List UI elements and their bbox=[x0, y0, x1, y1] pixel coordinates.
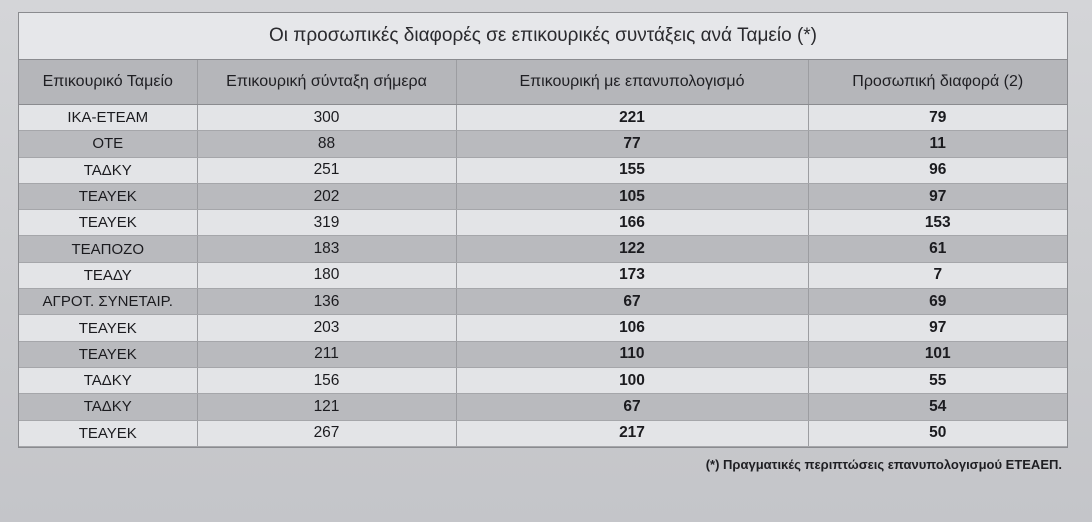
table-row bbox=[19, 236, 1067, 262]
pension-table-box bbox=[18, 12, 1068, 448]
cell-fund: ΑΓΡΟΤ. ΣΥΝΕΤΑΙΡ. bbox=[19, 289, 197, 315]
table-row bbox=[19, 105, 1067, 131]
cell-personal-difference: 97 bbox=[808, 315, 1067, 341]
column-header-personal-difference: Προσωπική διαφορά (2) bbox=[808, 60, 1067, 105]
cell-personal-difference: 69 bbox=[808, 289, 1067, 315]
cell-fund: ΤΕΑΥΕΚ bbox=[19, 315, 197, 341]
pension-table bbox=[19, 60, 1067, 447]
table-row bbox=[19, 289, 1067, 315]
cell-pension-recalc: 67 bbox=[456, 394, 808, 420]
cell-personal-difference: 50 bbox=[808, 420, 1067, 446]
table-row bbox=[19, 157, 1067, 183]
cell-pension-recalc: 77 bbox=[456, 131, 808, 157]
cell-personal-difference: 79 bbox=[808, 105, 1067, 131]
cell-personal-difference: 55 bbox=[808, 367, 1067, 393]
cell-fund: ΤΑΔΚΥ bbox=[19, 394, 197, 420]
cell-fund: ΤΕΑΔΥ bbox=[19, 262, 197, 288]
footnote: (*) Πραγματικές περιπτώσεις επανυπολογισμού ΕΤΕΑΕΠ. bbox=[705, 457, 1062, 472]
table-row bbox=[19, 367, 1067, 393]
cell-pension-recalc: 106 bbox=[456, 315, 808, 341]
table-row bbox=[19, 210, 1067, 236]
cell-personal-difference: 7 bbox=[808, 262, 1067, 288]
cell-personal-difference: 101 bbox=[808, 341, 1067, 367]
cell-fund: ΤΑΔΚΥ bbox=[19, 367, 197, 393]
table-row bbox=[19, 394, 1067, 420]
cell-personal-difference: 153 bbox=[808, 210, 1067, 236]
table-row bbox=[19, 131, 1067, 157]
cell-personal-difference: 97 bbox=[808, 183, 1067, 209]
cell-pension-today: 136 bbox=[197, 289, 456, 315]
cell-fund: ΤΕΑΠΟΖΟ bbox=[19, 236, 197, 262]
cell-pension-today: 267 bbox=[197, 420, 456, 446]
cell-pension-recalc: 217 bbox=[456, 420, 808, 446]
cell-pension-today: 88 bbox=[197, 131, 456, 157]
cell-pension-today: 319 bbox=[197, 210, 456, 236]
cell-pension-today: 251 bbox=[197, 157, 456, 183]
cell-pension-today: 183 bbox=[197, 236, 456, 262]
cell-personal-difference: 11 bbox=[808, 131, 1067, 157]
cell-fund: ΤΕΑΥΕΚ bbox=[19, 210, 197, 236]
cell-pension-recalc: 173 bbox=[456, 262, 808, 288]
cell-fund: ΤΑΔΚΥ bbox=[19, 157, 197, 183]
cell-fund: ΤΕΑΥΕΚ bbox=[19, 183, 197, 209]
cell-fund: ΤΕΑΥΕΚ bbox=[19, 420, 197, 446]
cell-pension-recalc: 67 bbox=[456, 289, 808, 315]
cell-pension-today: 203 bbox=[197, 315, 456, 341]
cell-pension-today: 156 bbox=[197, 367, 456, 393]
cell-pension-recalc: 166 bbox=[456, 210, 808, 236]
cell-pension-recalc: 110 bbox=[456, 341, 808, 367]
cell-pension-today: 121 bbox=[197, 394, 456, 420]
cell-pension-today: 300 bbox=[197, 105, 456, 131]
table-row bbox=[19, 341, 1067, 367]
cell-personal-difference: 96 bbox=[808, 157, 1067, 183]
column-header-pension-recalc: Επικουρική με επανυπολογισμό bbox=[456, 60, 808, 105]
column-header-pension-today: Επικουρική σύνταξη σήμερα bbox=[197, 60, 456, 105]
cell-pension-today: 211 bbox=[197, 341, 456, 367]
header-row bbox=[19, 60, 1067, 105]
table-row bbox=[19, 420, 1067, 446]
cell-fund: ΟΤΕ bbox=[19, 131, 197, 157]
cell-fund: ΙΚΑ-ΕΤΕΑΜ bbox=[19, 105, 197, 131]
cell-personal-difference: 61 bbox=[808, 236, 1067, 262]
cell-pension-recalc: 105 bbox=[456, 183, 808, 209]
cell-pension-recalc: 100 bbox=[456, 367, 808, 393]
cell-pension-recalc: 155 bbox=[456, 157, 808, 183]
column-header-fund: Επικουρικό Ταμείο bbox=[19, 60, 197, 105]
cell-pension-recalc: 221 bbox=[456, 105, 808, 131]
table-title: Οι προσωπικές διαφορές σε επικουρικές συντάξεις ανά Ταμείο (*) bbox=[19, 13, 1067, 60]
table-row bbox=[19, 315, 1067, 341]
cell-personal-difference: 54 bbox=[808, 394, 1067, 420]
table-row bbox=[19, 183, 1067, 209]
cell-fund: ΤΕΑΥΕΚ bbox=[19, 341, 197, 367]
cell-pension-today: 202 bbox=[197, 183, 456, 209]
cell-pension-recalc: 122 bbox=[456, 236, 808, 262]
cell-pension-today: 180 bbox=[197, 262, 456, 288]
table-body bbox=[19, 105, 1067, 447]
table-row bbox=[19, 262, 1067, 288]
